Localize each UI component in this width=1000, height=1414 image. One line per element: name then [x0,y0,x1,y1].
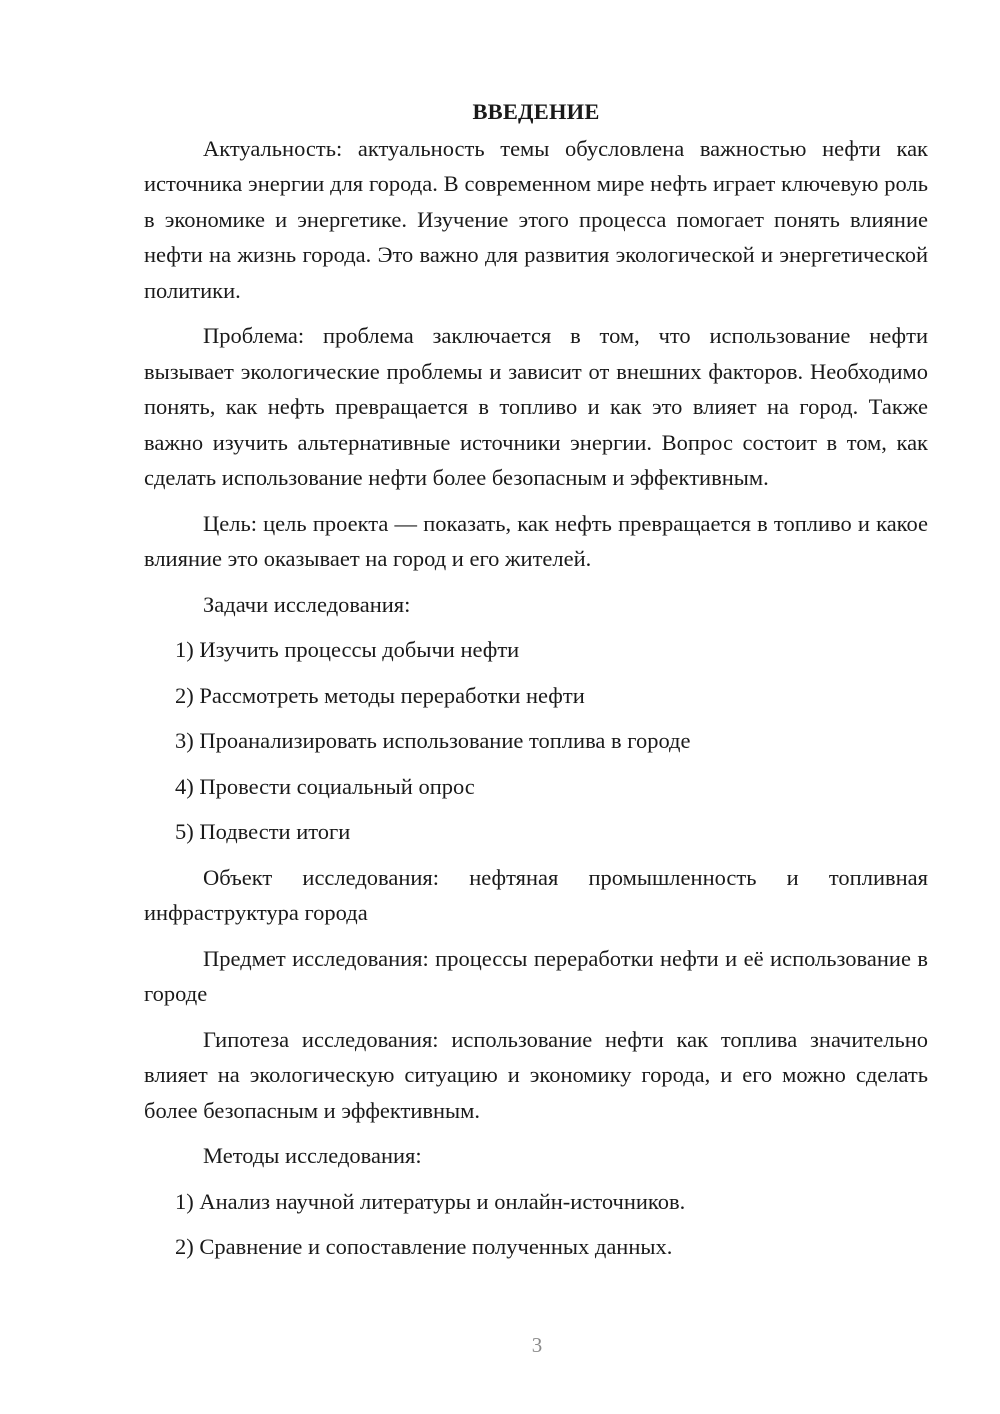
goal-paragraph: Цель: цель проекта — показать, как нефть превращается в топливо и какое влияние это оказывает на город и его жителей. [144,510,928,571]
task-item: 2) Рассмотреть методы переработки нефти [175,682,585,708]
methods-list [144,1184,928,1265]
relevance-paragraph: Актуальность: актуальность темы обусловлена важностью нефти как источника энергии для города. В современном мире нефть играет ключевую роль в экономике и энергетике. Изучение этого процесса помогает понять влияние нефти на жизнь города. Это важно для развития экологической и энергетической политики. [144,135,928,303]
page-number: 3 [531,1333,543,1357]
task-item: 3) Проанализировать использование топлива в городе [175,728,691,753]
subject-paragraph: Предмет исследования: процессы переработки нефти и её использование в городе [144,945,928,1006]
task-item: 1) Изучить процессы добычи нефти [175,637,520,662]
tasks-list [144,632,928,850]
methods-label: Методы исследования: [203,1143,422,1168]
hypothesis-paragraph: Гипотеза исследования: использование нефти как топлива значительно влияет на экологическую ситуацию и экономику города, и его можно сделать более безопасным и эффективным. [144,1026,928,1123]
task-item: 5) Подвести итоги [175,819,351,844]
object-paragraph: Объект исследования: нефтяная промышленность и топливная инфраструктура города [144,864,928,925]
page-content [144,94,928,1275]
method-item: 1) Анализ научной литературы и онлайн-источников. [175,1188,686,1214]
task-item: 4) Провести социальный опрос [175,773,475,799]
tasks-label: Задачи исследования: [203,591,411,617]
method-item: 2) Сравнение и сопоставление полученных данных. [175,1234,673,1259]
problem-paragraph: Проблема: проблема заключается в том, что использование нефти вызывает экологические проблемы и зависит от внешних факторов. Необходимо понять, как нефть превращается в топливо и как это влияет на город. Также важно изучить альтернативные источники энергии. Вопрос состоит в том, как сделать использование нефти более безопасным и эффективным. [144,323,928,490]
section-heading: ВВЕДЕНИЕ [472,99,600,124]
